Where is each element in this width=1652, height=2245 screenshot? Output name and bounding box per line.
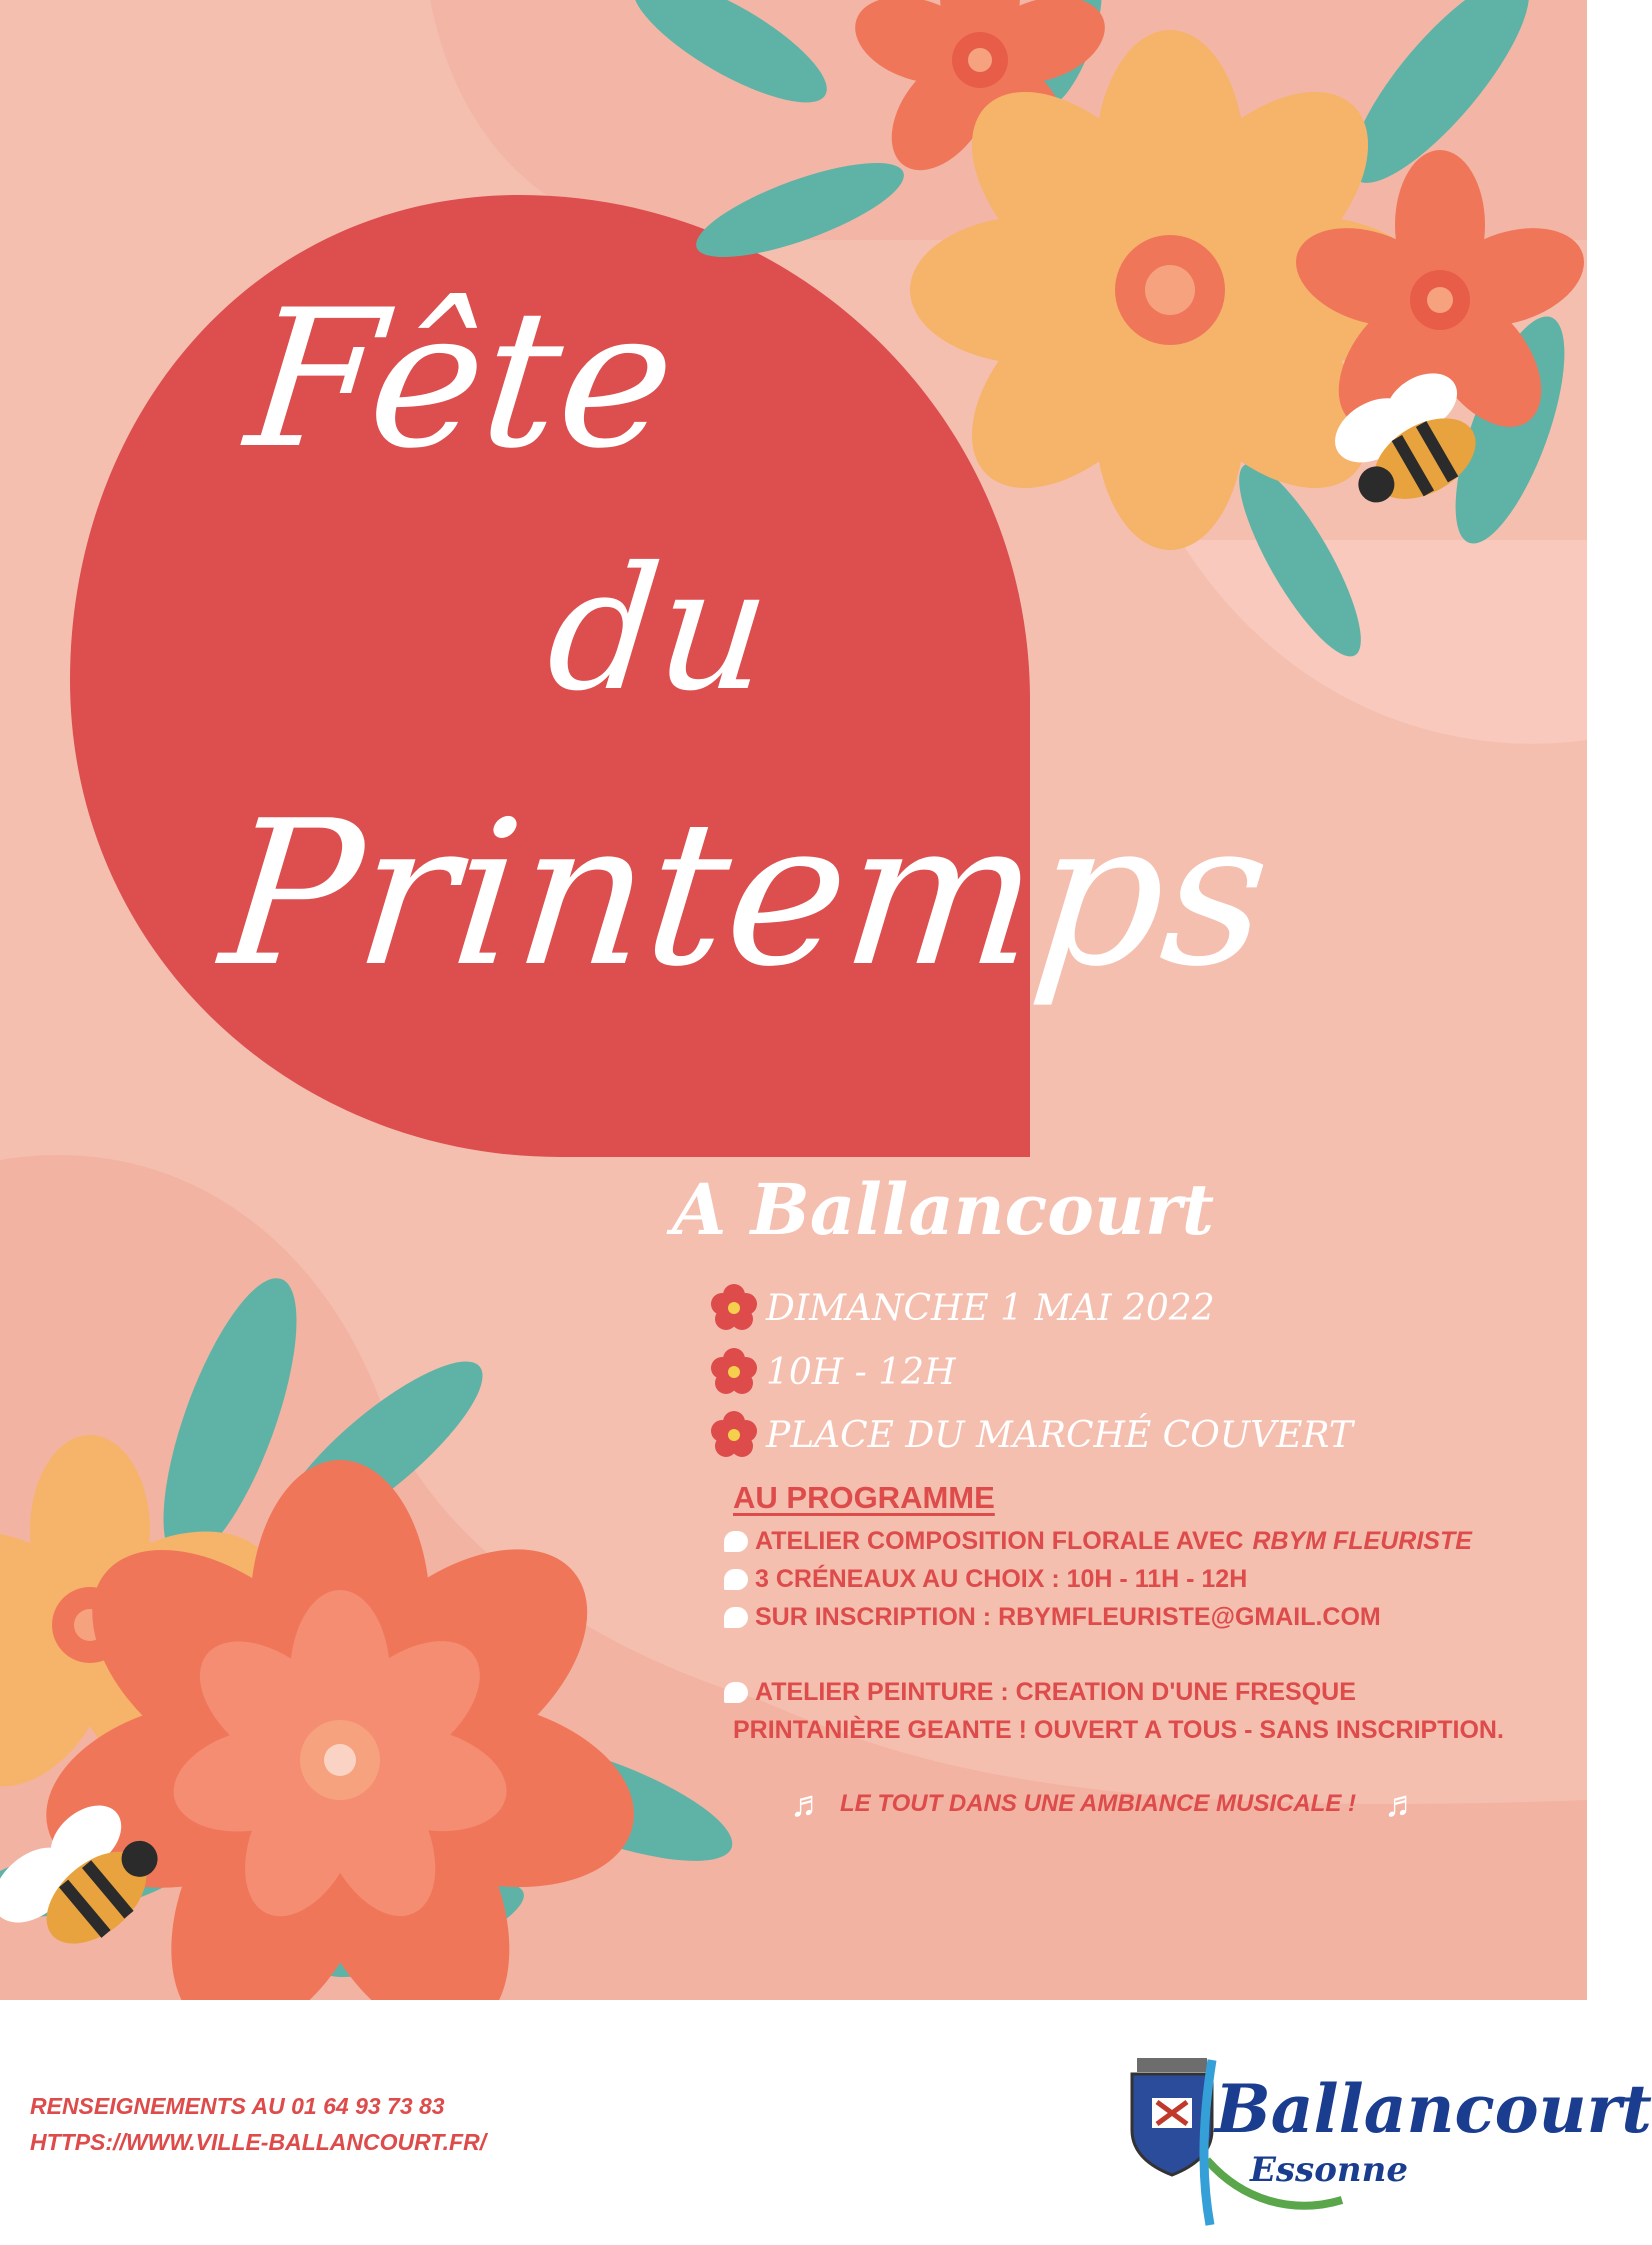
- contact-phone: RENSEIGNEMENTS AU 01 64 93 73 83: [30, 2093, 445, 2119]
- info-text: PLACE DU MARCHÉ COUVERT: [766, 1414, 1353, 1456]
- music-line: [790, 1783, 1420, 1825]
- bubble-icon: [724, 1682, 748, 1703]
- programme-item-text: ATELIER COMPOSITION FLORALE AVEC: [755, 1527, 1244, 1555]
- programme-item-text: 3 CRÉNEAUX AU CHOIX : 10H - 11H - 12H: [755, 1565, 1248, 1593]
- info-text: DIMANCHE 1 MAI 2022: [766, 1287, 1215, 1329]
- flower-icon: [708, 1282, 760, 1334]
- flower-icon: [708, 1346, 760, 1398]
- music-text: LE TOUT DANS UNE AMBIANCE MUSICALE !: [840, 1790, 1356, 1817]
- bubble-icon: [724, 1569, 748, 1590]
- programme-item-continuation: PRINTANIÈRE GEANTE ! OUVERT A TOUS - SANS INSCRIPTION.: [733, 1716, 1504, 1744]
- logo-sub: Essonne: [1250, 2150, 1408, 2190]
- programme-item-text: ATELIER PEINTURE : CREATION D'UNE FRESQUE: [755, 1678, 1356, 1706]
- programme-item: [724, 1527, 1472, 1556]
- programme-item: [724, 1603, 1381, 1632]
- contact-url[interactable]: HTTPS://WWW.VILLE-BALLANCOURT.FR/: [30, 2129, 487, 2155]
- programme-heading: AU PROGRAMME: [733, 1480, 995, 1515]
- programme-item-text: SUR INSCRIPTION : RBYMFLEURISTE@GMAIL.COM: [755, 1603, 1381, 1631]
- logo-name: Ballancourt: [1215, 2070, 1652, 2148]
- info-text: 10H - 12H: [766, 1351, 956, 1393]
- programme-item-italic: RBYM FLEURISTE: [1252, 1527, 1472, 1555]
- programme-item: [724, 1565, 1247, 1594]
- title-line-2: du: [539, 531, 779, 729]
- flower-icon: [708, 1409, 760, 1461]
- bubble-icon: [724, 1607, 748, 1628]
- title-line-1: Fête: [238, 269, 685, 490]
- info-line-date: [708, 1282, 1215, 1334]
- subtitle: A Ballancourt: [672, 1168, 1215, 1251]
- music-note-icon: ♬: [790, 1783, 826, 1824]
- music-note-icon: ♬: [1384, 1783, 1420, 1824]
- programme-item: [724, 1678, 1356, 1707]
- background-wave-right: [1180, 540, 1587, 744]
- bubble-icon: [724, 1531, 748, 1552]
- title-line-3: Printemps: [212, 778, 1280, 1011]
- info-line-time: [708, 1346, 955, 1398]
- info-line-place: [708, 1409, 1353, 1461]
